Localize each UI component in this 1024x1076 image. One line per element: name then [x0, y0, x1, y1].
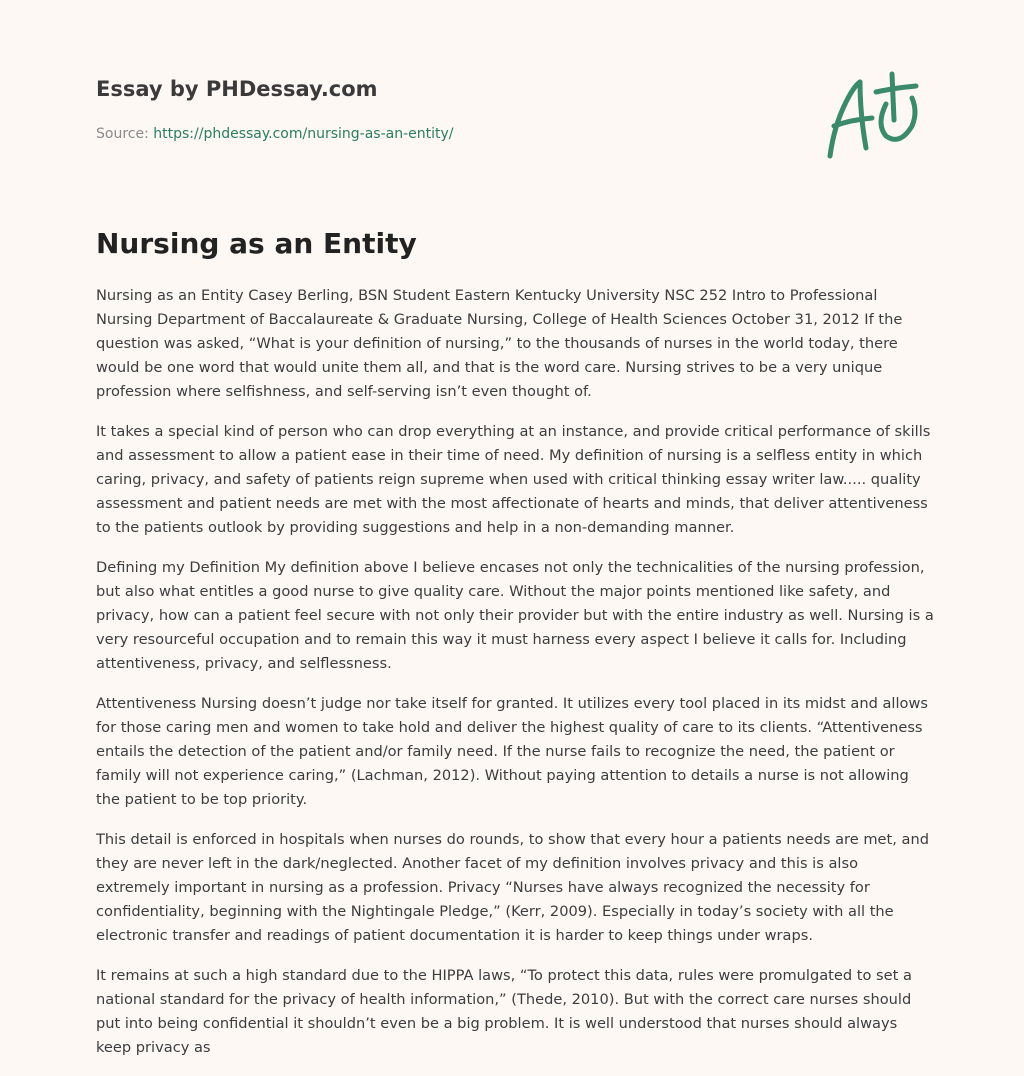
- source-link[interactable]: https://phdessay.com/nursing-as-an-entity/: [153, 126, 454, 142]
- essay-header: [96, 74, 796, 144]
- site-title: Essay by PHDessay.com: [96, 77, 378, 101]
- essay-paragraph: This detail is enforced in hospitals when nurses do rounds, to show that every hour a patients needs are met, and they are never left in the dark/neglected. Another facet of my definition involves privacy and this is also extremely important in nursing as a profession. Privacy “Nurses have always recognized the necessity for confidentiality, beginning with the Nightingale Pledge,” (Kerr, 2009). Especially in today’s society with all the electronic transfer and readings of patient documentation it is harder to keep things under wraps.: [96, 831, 929, 944]
- essay-body: [96, 224, 936, 1076]
- source-label: Source:: [96, 126, 154, 142]
- a-plus-logo-icon: [820, 66, 930, 166]
- essay-title: Nursing as an Entity: [96, 227, 417, 260]
- essay-paragraph: It takes a special kind of person who can drop everything at an instance, and provide critical performance of skills and assessment to allow a patient ease in their time of need. My definition of nursing is a selfless entity in which caring, privacy, and safety of patients reign supreme when used with critical thinking essay writer law..... quality assessment and patient needs are met with the most affectionate of hearts and minds, that deliver attentiveness to the patients outlook by providing suggestions and help in a non-demanding manner.: [96, 423, 931, 536]
- essay-paragraph: It remains at such a high standard due to the HIPPA laws, “To protect this data, rules were promulgated to set a national standard for the privacy of health information,” (Thede, 2010). But with the correct care nurses should put into being confidential it shouldn’t even be a big problem. It is well understood that nurses should always keep privacy as: [96, 967, 912, 1056]
- a-plus-logo-graphic: [820, 66, 930, 166]
- source-line: [96, 124, 796, 144]
- essay-paragraph: Nursing as an Entity Casey Berling, BSN Student Eastern Kentucky University NSC 252 Intro to Professional Nursing Department of Baccalaureate & Graduate Nursing, College of Health Sciences October 31, 2012 If the question was asked, “What is your definition of nursing,” to the thousands of nurses in the world today, there would be one word that would unite them all, and that is the word care. Nursing strives to be a very unique profession where selfishness, and self-serving isn’t even thought of.: [96, 287, 903, 400]
- essay-paragraph: Defining my Definition My definition above I believe encases not only the technicalities of the nursing profession, but also what entitles a good nurse to give quality care. Without the major points mentioned like safety, and privacy, how can a patient feel secure with not only their provider but with the entire industry as well. Nursing is a very resourceful occupation and to remain this way it must harness every aspect I believe it calls for. Including attentiveness, privacy, and selflessness.: [96, 559, 934, 672]
- essay-paragraph: Attentiveness Nursing doesn’t judge nor take itself for granted. It utilizes every tool placed in its midst and allows for those caring men and women to take hold and deliver the highest quality of care to its clients. “Attentiveness entails the detection of the patient and/or family need. If the nurse fails to recognize the need, the patient or family will not experience caring,” (Lachman, 2012). Without paying attention to details a nurse is not allowing the patient to be top priority.: [96, 695, 929, 808]
